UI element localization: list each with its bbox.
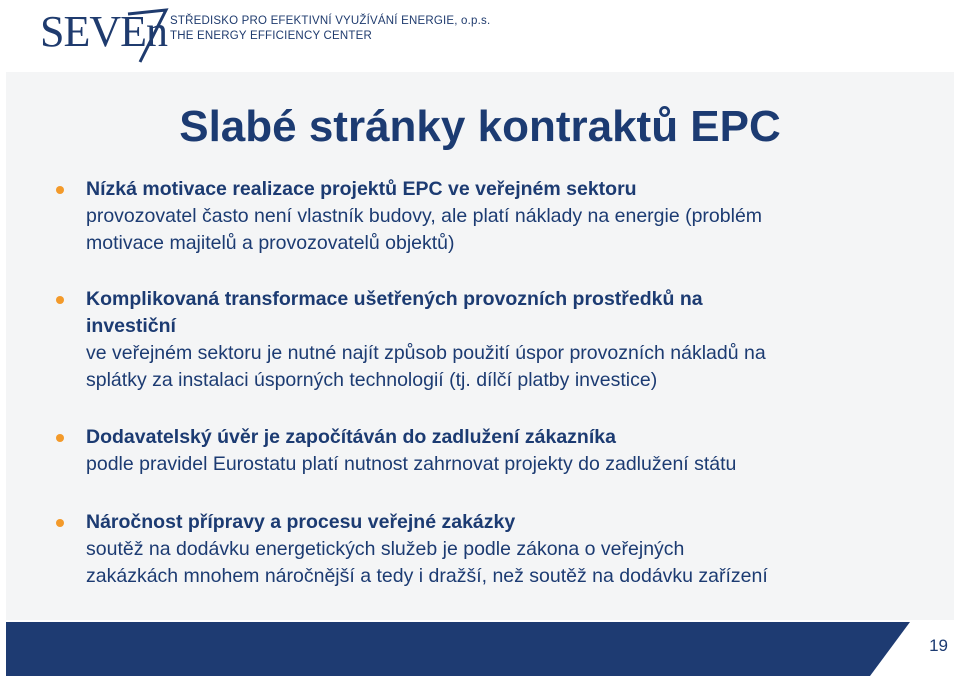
bullet-item — [86, 286, 936, 394]
slide-title: Slabé stránky kontraktů EPC — [179, 102, 781, 151]
bullet-dot-icon — [56, 519, 64, 527]
bullet-heading-cont: investiční — [86, 315, 176, 337]
org-name-en: THE ENERGY EFFICIENCY CENTER — [170, 30, 372, 42]
bullet-text-line: splátky za instalaci úsporných technologií (tj. dílčí platby investice) — [86, 369, 658, 391]
bullet-text-line: podle pravidel Eurostatu platí nutnost zahrnovat projekty do zadlužení státu — [86, 453, 737, 475]
bullet-heading: Komplikovaná transformace ušetřených provozních prostředků na — [86, 288, 703, 310]
page-number: 19 — [929, 636, 948, 655]
bullet-dot-icon — [56, 186, 64, 194]
bullet-text-line: ve veřejném sektoru je nutné najít způsob použití úspor provozních nákladů na — [86, 342, 766, 364]
bullet-item — [86, 424, 936, 478]
bullet-heading: Náročnost přípravy a procesu veřejné zakázky — [86, 511, 516, 533]
footer-corner-icon — [870, 622, 910, 676]
bullet-item — [86, 176, 936, 257]
logo-seven-mark — [126, 6, 170, 64]
bullet-text-line: provozovatel často není vlastník budovy, ale platí náklady na energie (problém — [86, 205, 763, 227]
bullet-heading: Dodavatelský úvěr je započítáván do zadlužení zákazníka — [86, 426, 616, 448]
slide-body — [6, 72, 954, 620]
bullet-text-line: motivace majitelů a provozovatelů objektů) — [86, 232, 455, 254]
page-number-box — [910, 622, 954, 676]
bullet-text-line: zakázkách mnohem náročnější a tedy i dražší, než soutěž na dodávku zařízení — [86, 565, 768, 587]
org-name-cz: STŘEDISKO PRO EFEKTIVNÍ VYUŽÍVÁNÍ ENERGIE, o.p.s. — [170, 15, 491, 27]
bullet-heading: Nízká motivace realizace projektů EPC ve veřejném sektoru — [86, 178, 637, 200]
logo-text: SEVEn — [40, 7, 167, 56]
header — [0, 0, 960, 68]
bullet-dot-icon — [56, 434, 64, 442]
bullet-dot-icon — [56, 296, 64, 304]
footer-bar — [6, 622, 954, 676]
bullet-item — [86, 509, 936, 590]
bullet-text-line: soutěž na dodávku energetických služeb je podle zákona o veřejných — [86, 538, 685, 560]
